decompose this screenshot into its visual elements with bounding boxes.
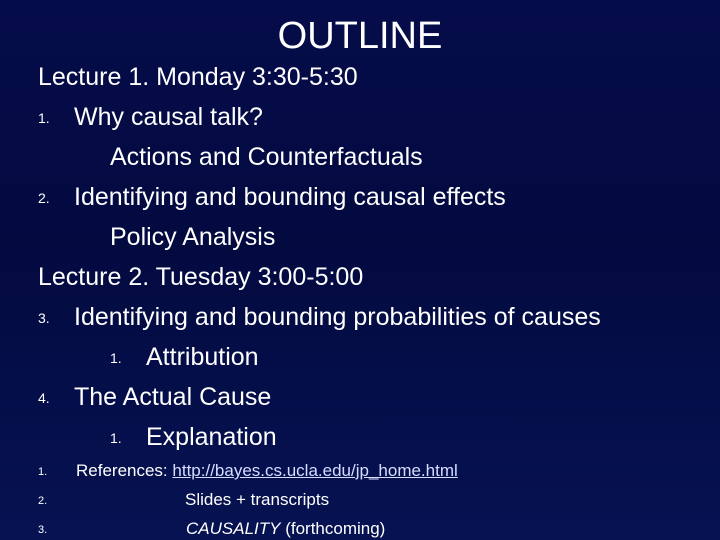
ref-1 bbox=[76, 461, 458, 481]
item-1-subitem: Actions and Counterfactuals bbox=[110, 143, 423, 171]
item-2-subitem: Policy Analysis bbox=[110, 223, 276, 251]
item-3-subitem-number: 1. bbox=[110, 350, 122, 366]
lecture-2-heading: Lecture 2. Tuesday 3:00-5:00 bbox=[38, 263, 364, 291]
ref-1-label: References: bbox=[76, 461, 173, 480]
ref-3-number: 3. bbox=[38, 524, 48, 536]
item-4-text: The Actual Cause bbox=[74, 383, 272, 411]
slide-title bbox=[0, 14, 720, 58]
ref-3-book-title: CAUSALITY bbox=[186, 519, 281, 538]
slide-title-text: OUTLINE bbox=[277, 15, 443, 57]
item-3-number: 3. bbox=[38, 310, 50, 326]
ref-2-text: Slides + transcripts bbox=[185, 490, 330, 509]
ref-1-number: 1. bbox=[38, 466, 48, 478]
ref-3 bbox=[186, 519, 385, 539]
item-4-number: 4. bbox=[38, 390, 50, 406]
item-1-text: Why causal talk? bbox=[74, 103, 263, 131]
item-4-subitem-number: 1. bbox=[110, 430, 122, 446]
item-2-number: 2. bbox=[38, 190, 50, 206]
item-3-subitem: Attribution bbox=[146, 343, 259, 371]
ref-3-note: (forthcoming) bbox=[280, 519, 386, 538]
item-3-text: Identifying and bounding probabilities of causes bbox=[74, 303, 601, 331]
item-2-text: Identifying and bounding causal effects bbox=[74, 183, 506, 211]
item-1-number: 1. bbox=[38, 110, 50, 126]
ref-2-number: 2. bbox=[38, 495, 48, 507]
homepage-link[interactable]: http://bayes.cs.ucla.edu/jp_home.html bbox=[172, 461, 458, 480]
item-4-subitem: Explanation bbox=[146, 423, 277, 451]
lecture-1-heading: Lecture 1. Monday 3:30-5:30 bbox=[38, 63, 358, 91]
